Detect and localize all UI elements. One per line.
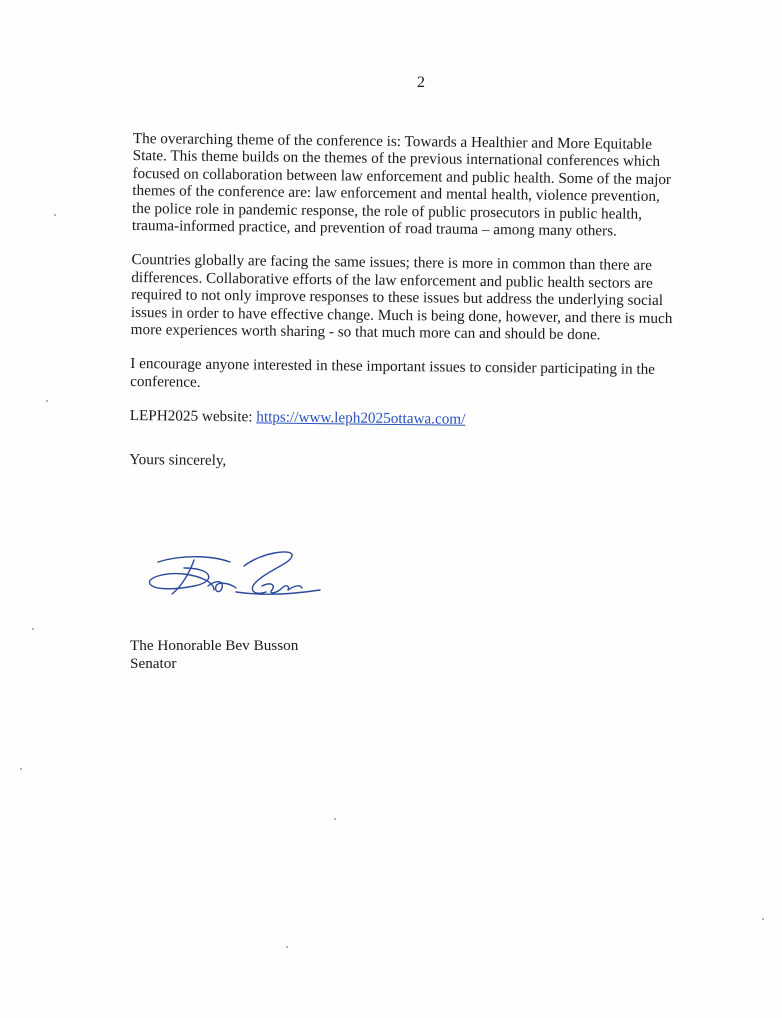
paragraph-conference-theme: The overarching theme of the conference is: Towards a Healthier and More Equitable State. This theme builds on the themes of the previous international conferences which focused on collaboration between law enforcement and public health. Some of the major themes of the conference are: law enforcement and mental health, violence prevention, the police role in pandemic response, the role of public prosecutors in public health, trauma-informed practice, and prevention of road trauma – among many others.: [131, 130, 672, 240]
website-label: LEPH2025 website:: [129, 407, 257, 426]
scan-speck: [32, 628, 34, 630]
signature-image: [144, 542, 324, 606]
scan-speck: [46, 400, 48, 402]
scan-speck: [762, 918, 764, 920]
signatory-title: Senator: [130, 655, 177, 672]
paragraph-encouragement: I encourage anyone interested in these important issues to consider participating in the conference.: [130, 355, 656, 391]
closing-salutation: Yours sincerely,: [129, 450, 227, 469]
signatory-name: The Honorable Bev Busson: [130, 637, 299, 654]
scan-speck: [334, 818, 336, 820]
signature-block: [130, 637, 298, 673]
paragraph-collaboration: Countries globally are facing the same issues; there is more in common than there are differences. Collaborative efforts of the law enforcement and public health sectors are required to not only improve responses to these issues but address the underlying social issues in order to have effective change. Much is being done, however, and there is much more experiences worth sharing - so that much more can and should be done.: [130, 251, 673, 344]
scan-speck: [54, 214, 56, 216]
website-line: [130, 407, 678, 431]
page-number: 2: [417, 74, 425, 91]
scan-speck: [286, 946, 288, 948]
letter-body: [129, 130, 681, 491]
scan-speck: [20, 768, 22, 770]
website-link[interactable]: https://www.leph2025ottawa.com/: [256, 408, 466, 429]
